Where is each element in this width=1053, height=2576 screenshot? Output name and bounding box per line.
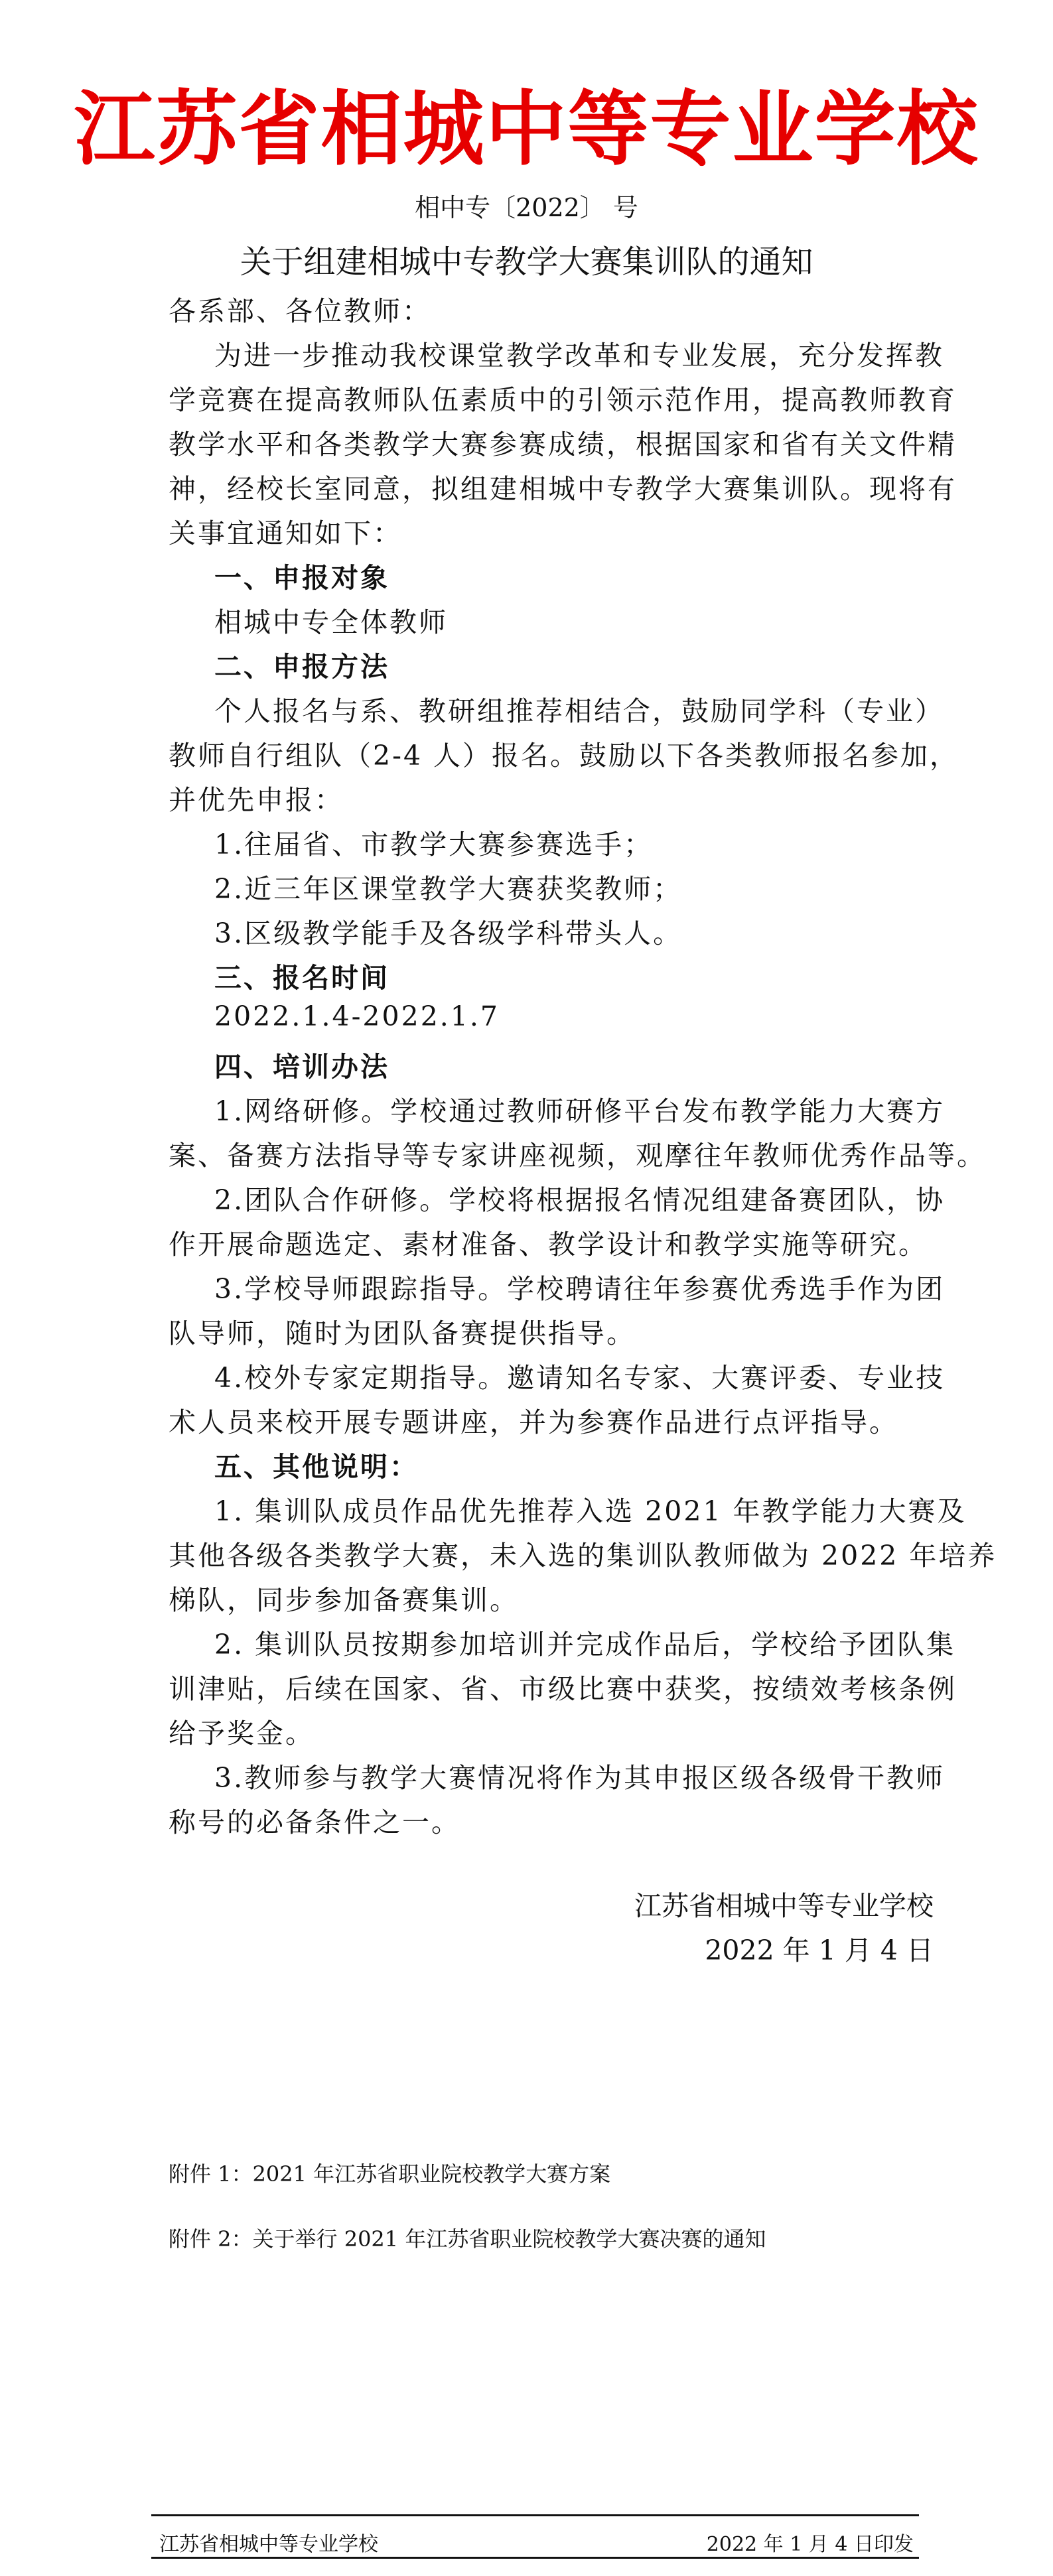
section-heading-applicants: 一、申报对象 — [214, 562, 389, 594]
other-line: 其他各级各类教学大赛，未入选的集训队教师做为 2022 年培养 — [169, 1540, 997, 1572]
other-line: 2. 集训队员按期参加培训并完成作品后，学校给予团队集 — [214, 1629, 956, 1661]
section-heading-other: 五、其他说明： — [214, 1451, 419, 1483]
other-line: 称号的必备条件之一。 — [169, 1806, 460, 1838]
method-line: 3.区级教学能手及各级学科带头人。 — [214, 917, 683, 949]
intro-line: 为进一步推动我校课堂教学改革和专业发展，充分发挥教 — [214, 340, 944, 372]
section-text-time: 2022.1.4-2022.1.7 — [214, 1000, 500, 1032]
other-line: 梯队，同步参加备赛集训。 — [169, 1584, 519, 1616]
other-line: 给予奖金。 — [169, 1718, 315, 1749]
training-line: 4.校外专家定期指导。邀请知名专家、大赛评委、专业技 — [214, 1362, 946, 1394]
footer-rule-top — [151, 2514, 919, 2516]
training-line: 3.学校导师跟踪指导。学校聘请往年参赛优秀选手作为团 — [214, 1273, 946, 1305]
signature-org: 江苏省相城中等专业学校 — [634, 1890, 934, 1922]
attachment-1: 附件 1：2021 年江苏省职业院校教学大赛方案 — [169, 2161, 611, 2187]
footer-rule-bottom — [151, 2557, 919, 2559]
footer-org: 江苏省相城中等专业学校 — [159, 2533, 378, 2556]
intro-line: 关事宜通知如下： — [169, 517, 402, 549]
other-line: 1. 集训队成员作品优先推荐入选 2021 年教学能力大赛及 — [214, 1495, 967, 1527]
method-line: 个人报名与系、教研组推荐相结合，鼓励同学科（专业） — [214, 695, 944, 727]
training-line: 2.团队合作研修。学校将根据报名情况组建备赛团队，协 — [214, 1184, 946, 1216]
method-line: 1.往届省、市教学大赛参赛选手； — [214, 829, 654, 860]
training-line: 术人员来校开展专题讲座，并为参赛作品进行点评指导。 — [169, 1406, 898, 1438]
training-line: 作开展命题选定、素材准备、教学设计和教学实施等研究。 — [169, 1229, 928, 1260]
salutation: 各系部、各位教师： — [169, 295, 431, 327]
footer-date: 2022 年 1 月 4 日印发 — [706, 2533, 914, 2556]
document-title: 关于组建相城中专教学大赛集训队的通知 — [240, 243, 813, 281]
intro-line: 教学水平和各类教学大赛参赛成绩，根据国家和省有关文件精 — [169, 429, 957, 460]
method-line: 并优先申报： — [169, 784, 344, 816]
other-line: 3.教师参与教学大赛情况将作为其申报区级各级骨干教师 — [214, 1762, 946, 1794]
section-heading-time: 三、报名时间 — [214, 962, 389, 994]
intro-line: 神，经校长室同意，拟组建相城中专教学大赛集训队。现将有 — [169, 473, 957, 505]
section-text-applicants: 相城中专全体教师 — [214, 606, 448, 638]
issuer-letterhead: 江苏省相城中等专业学校 — [74, 82, 979, 176]
document-number: 相中专〔2022〕 号 — [415, 193, 638, 222]
method-line: 2.近三年区课堂教学大赛获奖教师； — [214, 873, 683, 905]
method-line: 教师自行组队（2-4 人）报名。鼓励以下各类教师报名参加， — [169, 740, 959, 772]
attachment-2: 附件 2：关于举行 2021 年江苏省职业院校教学大赛决赛的通知 — [169, 2226, 766, 2252]
signature-date: 2022 年 1 月 4 日 — [705, 1934, 934, 1966]
training-line: 1.网络研修。学校通过教师研修平台发布教学能力大赛方 — [214, 1095, 946, 1127]
section-heading-method: 二、申报方法 — [214, 651, 389, 683]
section-heading-training: 四、培训办法 — [214, 1051, 389, 1083]
intro-line: 学竞赛在提高教师队伍素质中的引领示范作用，提高教师教育 — [169, 384, 957, 416]
training-line: 队导师，随时为团队备赛提供指导。 — [169, 1318, 636, 1349]
other-line: 训津贴，后续在国家、省、市级比赛中获奖，按绩效考核条例 — [169, 1673, 957, 1705]
training-line: 案、备赛方法指导等专家讲座视频，观摩往年教师优秀作品等。 — [169, 1140, 986, 1172]
